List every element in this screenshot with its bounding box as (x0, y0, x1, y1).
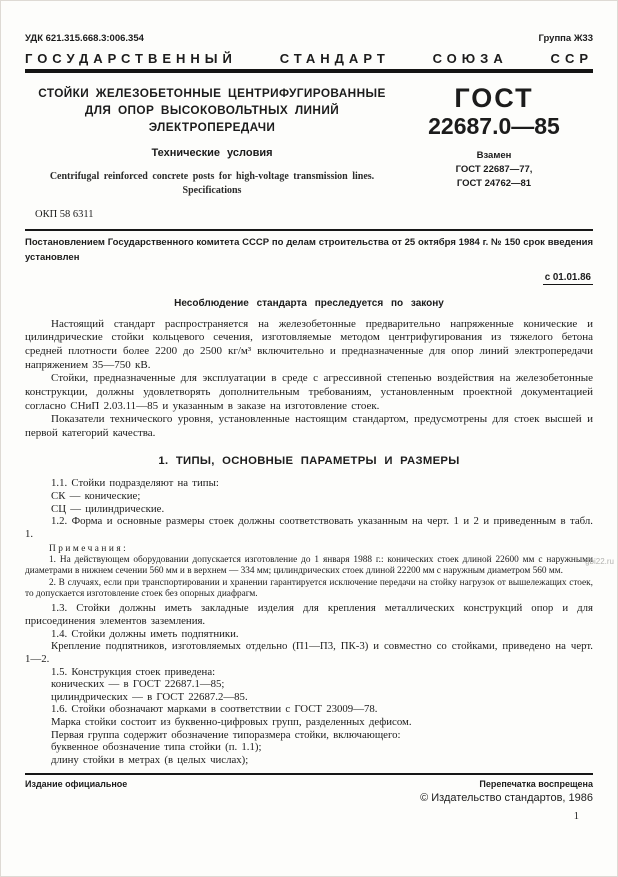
letter-designation-line: буквенное обозначение типа стойки (п. 1.1); (51, 741, 262, 754)
page-number: 1 (573, 811, 579, 822)
english-title-line2: Specifications (182, 185, 242, 197)
clause-1-4: 1.4. Стойки должны иметь подпятники. (51, 627, 239, 640)
top-header-row (25, 33, 593, 44)
effective-date-row (25, 267, 593, 285)
clause-1-3: 1.3. Стойки должны иметь закладные изделия для крепления металлических конструкций опор и для присоединения элементов заземления. (25, 602, 593, 628)
clause-1-2: 1.2. Форма и основные размеры стоек должны соответствовать указанным на черт. 1 и 2 и приведенным в табл. 1. (25, 515, 593, 540)
notes-label: Примечания: (49, 543, 129, 554)
gost-column (395, 85, 593, 220)
official-edition-label: Издание официальное (25, 779, 128, 789)
udk-code: УДК 621.315.668.3:006.354 (25, 33, 144, 44)
decree-paragraph: Постановлением Государственного комитета СССР по делам строительства от 25 октября 1984 г. № 150 срок введения установлен (25, 237, 593, 263)
clause-1-1: 1.1. Стойки подразделяют на типы: (51, 477, 219, 490)
replaces-label: Взамен (476, 149, 512, 161)
intro-paragraph-1: Настоящий стандарт распространяется на железобетонные предварительно напряженные конические и цилиндрические стойки кольцевого сечения, изготовляемые методом центрифугирования из тяжелого бетона средней плотности более 2200 до 2500 кг/м³ включительно и предназначенные для опор линий электропередачи напряжением 35—750 кВ. (25, 317, 593, 371)
copyright-line: © Издательство стандартов, 1986 (420, 792, 593, 804)
okp-code: ОКП 58 6311 (35, 209, 94, 221)
divider-rule (25, 229, 593, 231)
type-sc-line: СЦ — цилиндрические. (51, 502, 165, 515)
english-title-block (35, 170, 389, 198)
mark-description-line: Марка стойки состоит из буквенно-цифровых групп, разделенных дефисом. (51, 716, 412, 729)
note-item-1: 1. На действующем оборудовании допускается изготовление до 1 января 1988 г.: конических стоек длиной 22600 мм с наружными диаметрами в нижнем сечении 560 мм и в верхнем — 334 мм; цилиндрических стоек длиной 22200 мм с наружным диаметром 560 мм. (25, 555, 593, 577)
watermark: gbi22.ru (585, 557, 614, 566)
gost-number: 22687.0—85 (428, 113, 560, 139)
replaces-gost-2: ГОСТ 24762—81 (456, 178, 532, 190)
group-label: Группа Ж33 (538, 33, 593, 44)
cylindrical-gost-line: цилиндрических — в ГОСТ 22687.2—85. (51, 690, 248, 703)
replaces-block (395, 149, 593, 192)
english-title-line1: Centrifugal reinforced concrete posts for high-voltage transmission lines. (49, 171, 375, 183)
clause-1-4-continued: Крепление подпятников, изготовляемых отдельно (П1—П3, ПК-3) и совместно со стойками, приведено на черт. 1—2. (25, 640, 593, 665)
page-footer (25, 773, 593, 822)
title-section (25, 85, 593, 220)
gost-label: ГОСТ (454, 83, 534, 113)
law-notice: Несоблюдение стандарта преследуется по закону (174, 297, 444, 309)
clause-1-5: 1.5. Конструкция стоек приведена: (51, 665, 216, 678)
length-designation-line: длину стойки в метрах (в целых числах); (51, 753, 249, 766)
doc-subtitle: Технические условия (151, 147, 273, 160)
footer-row (25, 779, 593, 789)
type-sk-line: СК — конические; (51, 490, 141, 503)
first-group-line: Первая группа содержит обозначение типоразмера стойки, включающего: (51, 728, 401, 741)
section-1-heading: 1. ТИПЫ, ОСНОВНЫЕ ПАРАМЕТРЫ И РАЗМЕРЫ (158, 455, 460, 468)
effective-date: с 01.01.86 (544, 271, 591, 283)
notes-block (25, 544, 593, 601)
note-item-2: 2. В случаях, если при транспортировании и хранении гарантируется исключение передачи на стойку нагрузок от вышележащих стоек, то допускается изготовление стоек без опорных диафрагм. (25, 577, 593, 600)
intro-paragraph-2: Стойки, предназначенные для эксплуатации в среде с агрессивной степенью воздействия на железобетонные конструкции, должны удовлетворять дополнительным требованиям, установленным проектной документацией согласно СНиП 2.03.11—85 и указанным в заказе на изготовление стоек. (25, 372, 593, 412)
doc-title-line2: ДЛЯ ОПОР ВЫСОКОВОЛЬТНЫХ ЛИНИЙ ЭЛЕКТРОПЕРЕДАЧИ (84, 103, 340, 135)
clause-1-6: 1.6. Стойки обозначают марками в соответствии с ГОСТ 23009—78. (51, 703, 378, 716)
conical-gost-line: конических — в ГОСТ 22687.1—85; (51, 678, 225, 691)
doc-title-line1: СТОЙКИ ЖЕЛЕЗОБЕТОННЫЕ ЦЕНТРИФУГИРОВАННЫЕ (38, 86, 386, 100)
reprint-notice: Перепечатка воспрещена (479, 779, 593, 789)
banner-rule (25, 69, 593, 73)
replaces-gost-1: ГОСТ 22687—77, (455, 164, 533, 175)
intro-paragraph-3: Показатели технического уровня, установленные настоящим стандартом, предусмотрены для стоек высшей и первой категорий качества. (25, 413, 593, 439)
title-column (25, 85, 395, 220)
state-standard-banner: ГОСУДАРСТВЕННЫЙ СТАНДАРТ СОЮЗА ССР (25, 51, 593, 66)
